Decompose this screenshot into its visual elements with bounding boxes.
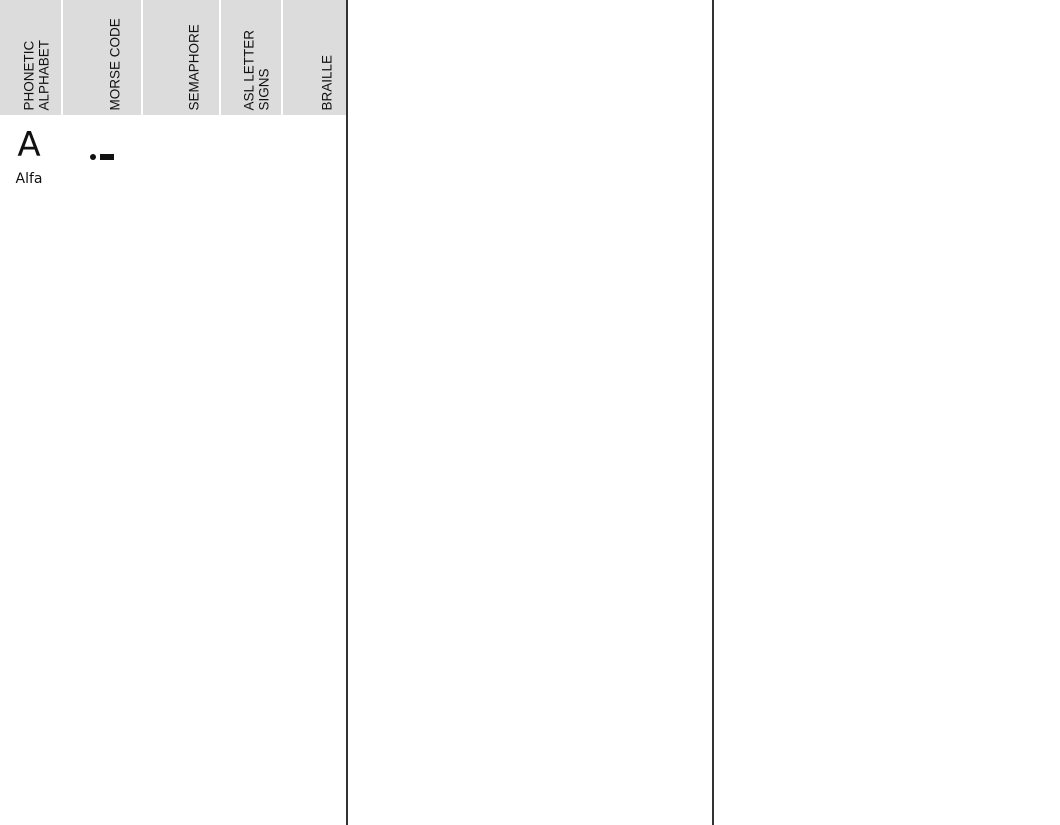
phonetic-word: Alfa [15, 171, 43, 187]
header-braille-label [295, 5, 335, 110]
header-asl [220, 0, 282, 115]
header-line: PHONETIC [21, 40, 37, 110]
header-line: SEMAPHORE [186, 23, 202, 110]
phonetic-letter: A [17, 125, 41, 165]
header-morse-label [83, 5, 123, 110]
header-line: MORSE CODE [107, 17, 123, 110]
header-semaphore-label [162, 5, 202, 110]
morse-dot [90, 154, 96, 160]
header-line: ALPHABET [36, 39, 52, 110]
header-phonetic [0, 0, 62, 115]
header-line: BRAILLE [319, 54, 335, 110]
section-divider [712, 0, 714, 825]
section-divider [346, 0, 348, 825]
header-asl-label [232, 5, 272, 110]
morse-dash [100, 154, 114, 160]
header-semaphore [142, 0, 220, 115]
header-morse [62, 0, 142, 115]
header-braille [282, 0, 346, 115]
header-phonetic-label [12, 5, 52, 110]
header-line: ASL LETTER [241, 29, 257, 110]
header-line: SIGNS [256, 67, 272, 110]
